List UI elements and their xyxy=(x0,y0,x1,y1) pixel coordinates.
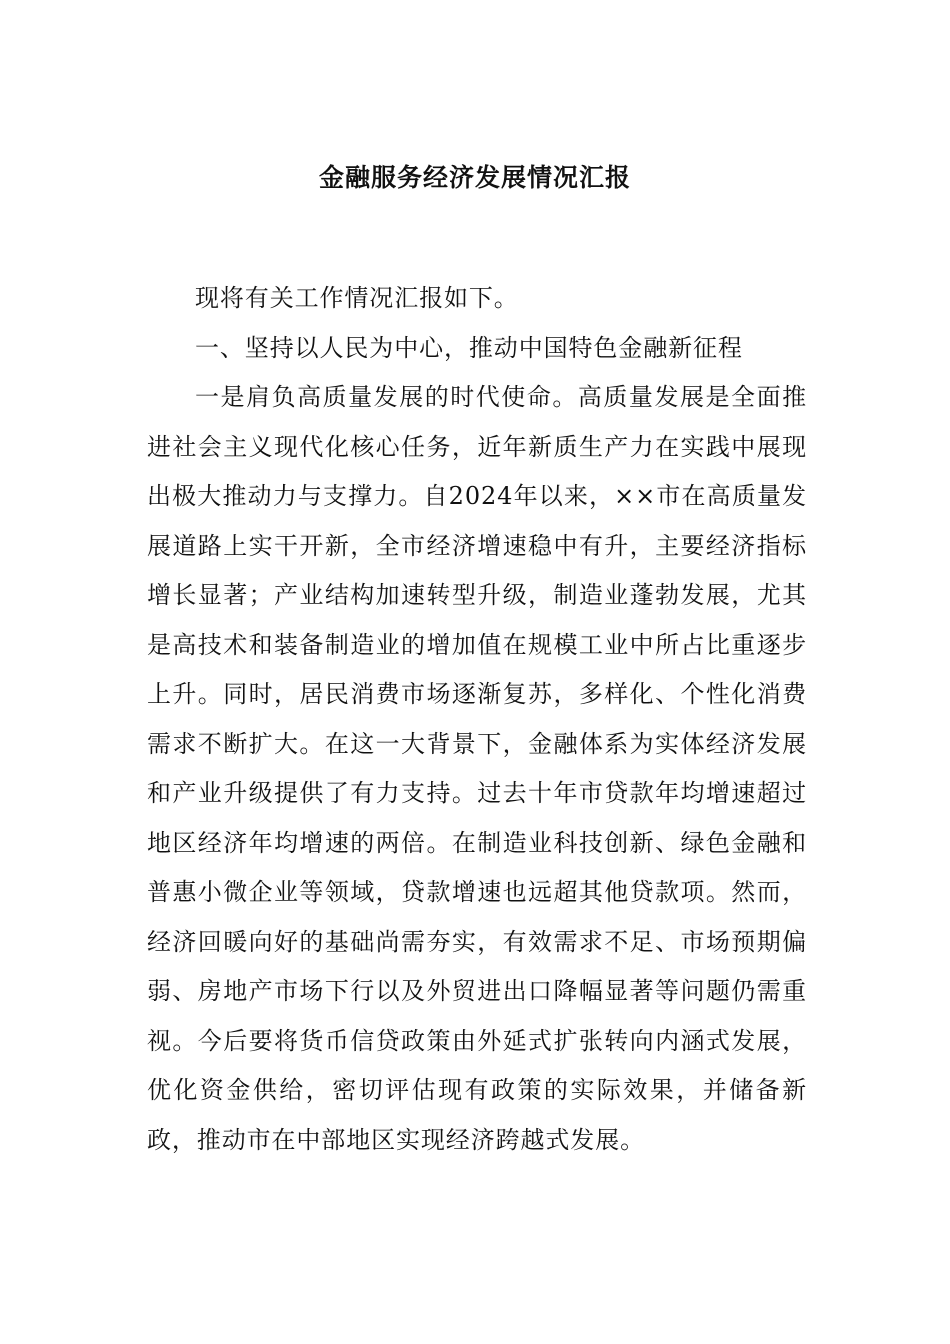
document-body xyxy=(147,274,807,1165)
paragraph-intro: 现将有关工作情况汇报如下。 xyxy=(195,284,519,312)
document-title: 金融服务经济发展情况汇报 xyxy=(318,163,631,192)
paragraph-section-1-item-1: 一是肩负高质量发展的时代使命。高质量发展是全面推进社会主义现代化核心任务，近年新质生产力在实践中展现出极大推动力与支撑力。自2024年以来，××市在高质量发展道路上实干开新，全市经济增速稳中有升，主要经济指标增长显著；产业结构加速转型升级，制造业蓬勃发展，尤其是高技术和装备制造业的增加值在规模工业中所占比重逐步上升。同时，居民消费市场逐渐复苏，多样化、个性化消费需求不断扩大。在这一大背景下，金融体系为实体经济发展和产业升级提供了有力支持。过去十年市贷款年均增速超过地区经济年均增速的两倍。在制造业科技创新、绿色金融和普惠小微企业等领域，贷款增速也远超其他贷款项。然而，经济回暖向好的基础尚需夯实，有效需求不足、市场预期偏弱、房地产市场下行以及外贸进出口降幅显著等问题仍需重视。今后要将货币信贷政策由外延式扩张转向内涵式发展，优化资金供给，密切评估现有政策的实际效果，并储备新政，推动市在中部地区实现经济跨越式发展。 xyxy=(147,383,807,1154)
section-heading-1: 一、坚持以人民为中心，推动中国特色金融新征程 xyxy=(195,333,743,362)
